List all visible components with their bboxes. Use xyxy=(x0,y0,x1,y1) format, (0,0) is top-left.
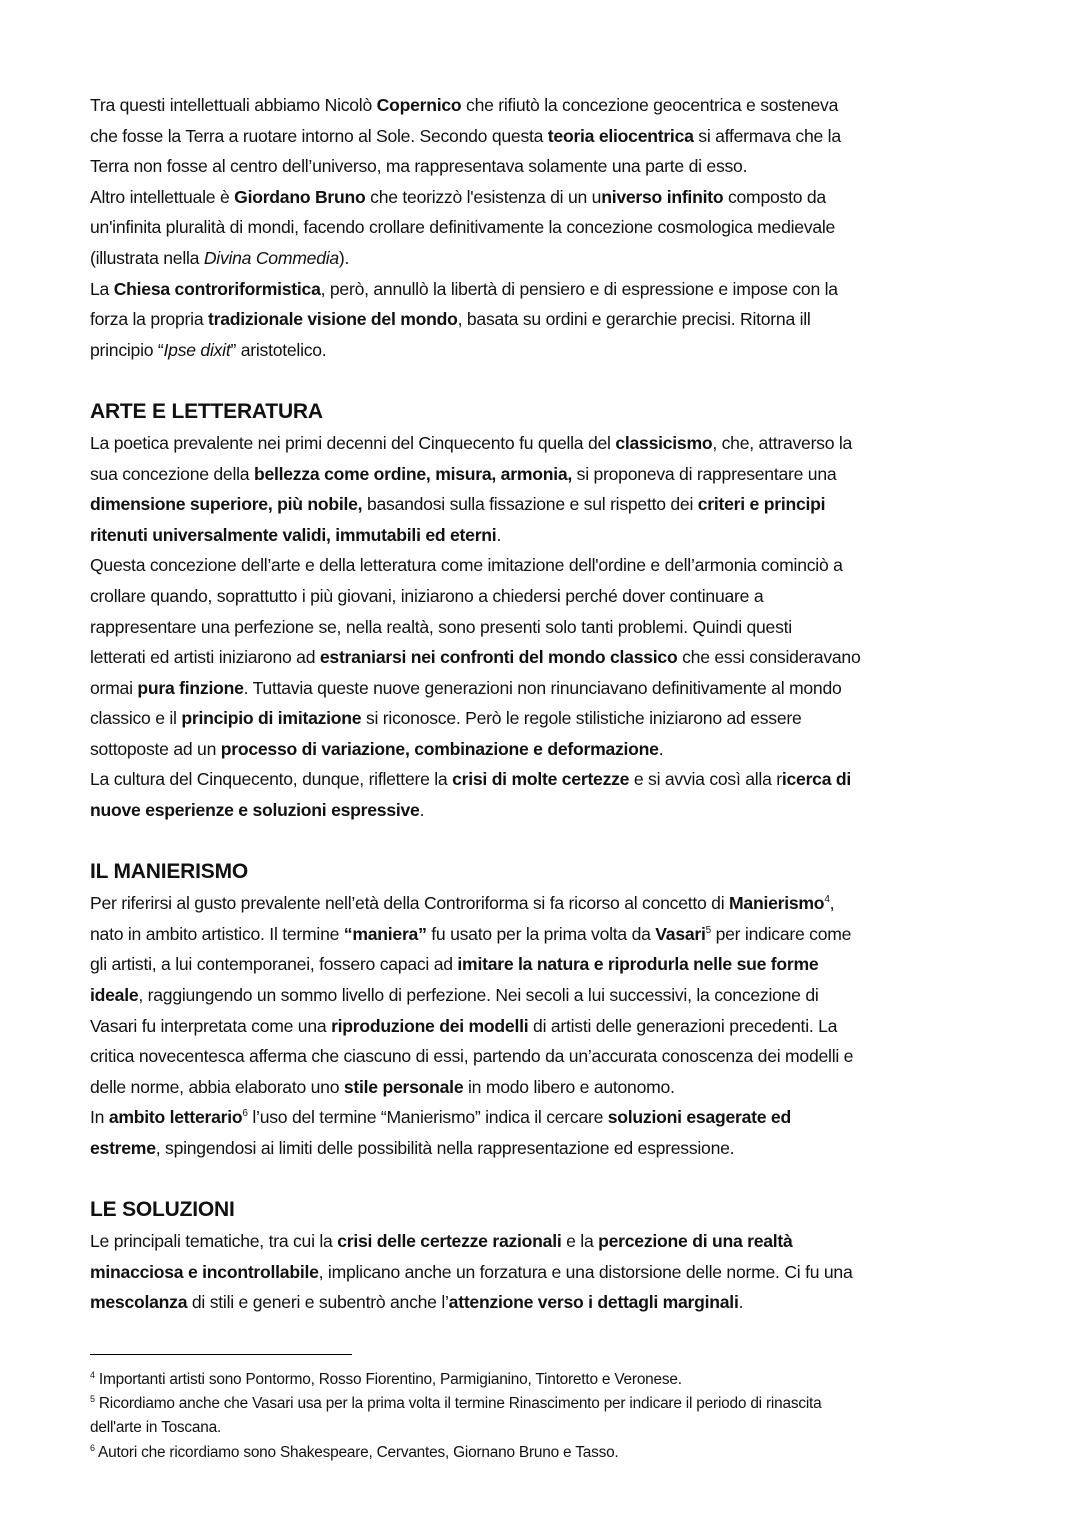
text-run: di stili e generi e subentrò anche l’ xyxy=(187,1292,449,1313)
text-line xyxy=(90,1257,990,1288)
text-run: Tra questi intellettuali abbiamo Nicolò xyxy=(90,95,377,115)
footnote xyxy=(90,1416,990,1440)
text-run: crollare quando, soprattutto i più giovani, iniziarono a chiedersi perché dover continuare a xyxy=(90,585,764,606)
text-run: che essi consideravano xyxy=(677,647,861,668)
text-run: fu usato per la prima volta da xyxy=(426,923,656,944)
bold-text: tradizionale visione del mondo xyxy=(208,309,458,330)
text-run: ” aristotelico. xyxy=(230,339,327,360)
section-heading xyxy=(90,396,990,428)
text-line xyxy=(90,888,990,919)
text-line xyxy=(90,642,990,673)
bold-text: attenzione verso i dettagli marginali xyxy=(448,1292,739,1313)
text-line xyxy=(90,919,990,950)
text-line xyxy=(90,1133,990,1164)
text-run: di artisti delle generazioni precedenti. La xyxy=(528,1015,838,1036)
text-run: Terra non fosse al centro dell’universo, ma rappresentava solamente una parte di esso. xyxy=(90,156,748,177)
text-line xyxy=(90,212,990,243)
text-run: . xyxy=(738,1292,744,1313)
text-run: classico e il xyxy=(90,708,182,729)
bold-text: “maniera” xyxy=(343,923,427,944)
text-line xyxy=(90,1226,990,1257)
text-run xyxy=(90,1169,95,1189)
bold-text: estreme xyxy=(90,1138,156,1158)
text-line xyxy=(90,365,990,396)
footnote-ref: 4 xyxy=(824,894,830,906)
bold-text: riproduzione dei modelli xyxy=(331,1015,529,1036)
section-heading xyxy=(90,856,990,888)
bold-text: niverso infinito xyxy=(601,186,724,207)
text-run: LE SOLUZIONI xyxy=(90,1198,235,1222)
text-run: ). xyxy=(338,247,350,268)
footnote xyxy=(90,1441,990,1465)
text-run: , basata su ordini e gerarchie precisi. Ritorna ill xyxy=(457,309,811,330)
text-line xyxy=(90,949,990,980)
italic-text: Ipse dixit xyxy=(163,339,231,360)
text-line xyxy=(90,734,990,765)
text-line xyxy=(90,703,990,734)
bold-text: Vasari xyxy=(655,923,706,944)
text-line xyxy=(90,1011,990,1042)
text-line xyxy=(90,489,990,520)
footnote-ref: 5 xyxy=(90,1394,95,1405)
text-run: , raggiungendo un sommo livello di perfezione. Nei secoli a lui successivi, la concezione di xyxy=(138,985,819,1006)
bold-text: dimensione superiore, più nobile, xyxy=(90,494,363,515)
text-run: La cultura del Cinquecento, dunque, riflettere la xyxy=(90,769,453,790)
text-line xyxy=(90,121,990,152)
footnote-ref: 5 xyxy=(705,924,711,936)
text-run: dell'arte in Toscana. xyxy=(90,1419,222,1437)
text-line xyxy=(90,764,990,795)
text-line xyxy=(90,550,990,581)
text-run: forza la propria xyxy=(90,309,208,330)
text-line xyxy=(90,1041,990,1072)
bold-text: Manierismo xyxy=(729,893,825,914)
text-run: sottoposte ad un xyxy=(90,738,221,759)
bold-text: percezione di una realtà xyxy=(598,1231,793,1252)
text-run: composto da xyxy=(723,186,826,207)
text-run: . xyxy=(419,800,425,821)
footnote xyxy=(90,1392,990,1416)
footnote-ref: 6 xyxy=(242,1108,248,1120)
bold-text: principio di imitazione xyxy=(181,708,362,729)
footnote-separator xyxy=(90,1354,352,1355)
bold-text: bellezza come ordine, misura, armonia, xyxy=(253,463,573,484)
section-heading xyxy=(90,1194,990,1226)
footnotes xyxy=(90,1368,990,1465)
text-run: si riconosce. Però le regole stilistiche iniziarono ad essere xyxy=(361,708,802,729)
bold-text: stile personale xyxy=(343,1076,464,1097)
text-line xyxy=(90,428,990,459)
bold-text: nuove esperienze e soluzioni espressive xyxy=(90,800,420,821)
text-line xyxy=(90,1287,990,1318)
text-run: che rifiutò la concezione geocentrica e sosteneva xyxy=(461,95,839,115)
bold-text: ideale xyxy=(90,985,139,1006)
text-line xyxy=(90,90,990,121)
text-run: l’uso del termine “Manierismo” indica il cercare xyxy=(247,1107,608,1128)
bold-text: estraniarsi nei confronti del mondo classico xyxy=(319,647,678,668)
text-line xyxy=(90,151,990,182)
footnote xyxy=(90,1368,990,1392)
bold-text: minacciosa e incontrollabile xyxy=(90,1261,319,1282)
text-run: Altro intellettuale è xyxy=(90,186,235,207)
text-run: , implicano anche un forzatura e una distorsione delle norme. Ci fu una xyxy=(318,1261,853,1282)
text-run: gli artisti, a lui contemporanei, fossero capaci ad xyxy=(90,954,458,975)
text-run: Per riferirsi al gusto prevalente nell’età della Controriforma si fa ricorso al concetto di xyxy=(90,893,730,914)
text-line xyxy=(90,980,990,1011)
text-run: ARTE E LETTERATURA xyxy=(90,399,323,423)
text-run: IL MANIERISMO xyxy=(90,860,249,884)
text-run: La poetica prevalente nei primi decenni del Cinquecento fu quella del xyxy=(90,432,616,453)
text-run xyxy=(90,370,95,390)
text-run: , però, annullò la libertà di pensiero e di espressione e impose con la xyxy=(320,278,838,299)
document-body xyxy=(90,90,990,1318)
bold-text: crisi di molte certezze xyxy=(452,769,630,790)
text-run: , che, attraverso la xyxy=(712,432,853,453)
text-run: che teorizzò l'esistenza di un u xyxy=(365,186,602,207)
text-run: In xyxy=(90,1107,109,1128)
text-run: si proponeva di rappresentare una xyxy=(572,463,837,484)
text-run: nato in ambito artistico. Il termine xyxy=(90,923,344,944)
text-line xyxy=(90,1164,990,1195)
text-line xyxy=(90,826,990,857)
text-run: sua concezione della xyxy=(90,463,254,484)
text-run xyxy=(90,831,95,851)
text-run: e si avvia così alla r xyxy=(629,769,782,790)
bold-text: classicismo xyxy=(615,432,713,453)
text-run: in modo libero e autonomo. xyxy=(463,1076,675,1097)
text-run: La xyxy=(90,278,114,299)
footnote-ref: 6 xyxy=(90,1442,95,1453)
text-run: si affermava che la xyxy=(693,125,841,146)
bold-text: Copernico xyxy=(376,95,462,115)
text-run: basandosi sulla fissazione e sul rispetto dei xyxy=(362,494,698,515)
text-line xyxy=(90,459,990,490)
text-line xyxy=(90,520,990,551)
text-line xyxy=(90,182,990,213)
text-run: Vasari fu interpretata come una xyxy=(90,1015,332,1036)
bold-text: soluzioni esagerate ed xyxy=(607,1107,791,1128)
text-run: , spingendosi ai limiti delle possibilità nella rappresentazione ed espressione. xyxy=(155,1138,735,1158)
bold-text: Chiesa controriformistica xyxy=(113,278,321,299)
bold-text: ambito letterario xyxy=(108,1107,243,1128)
bold-text: teoria eliocentrica xyxy=(547,125,694,146)
text-run: letterati ed artisti iniziarono ad xyxy=(90,647,320,668)
bold-text: pura finzione xyxy=(137,677,244,698)
text-run: . Tuttavia queste nuove generazioni non rinunciavano definitivamente al mondo xyxy=(243,677,842,698)
italic-text: Divina Commedia xyxy=(203,247,339,268)
text-run: per indicare come xyxy=(710,923,852,944)
text-line xyxy=(90,1072,990,1103)
text-run: Questa concezione dell’arte e della letteratura come imitazione dell'ordine e dell’armonia cominciò a xyxy=(90,555,843,576)
text-line xyxy=(90,673,990,704)
text-line xyxy=(90,795,990,826)
footnote-ref: 4 xyxy=(90,1370,95,1380)
bold-text: ritenuti universalmente validi, immutabili ed eterni xyxy=(90,524,497,545)
text-run: , xyxy=(829,893,835,914)
text-run: . xyxy=(496,524,502,545)
text-run: un'infinita pluralità di mondi, facendo crollare definitivamente la concezione cosmologica medievale xyxy=(90,217,836,238)
bold-text: criteri e principi xyxy=(697,494,826,515)
text-run: rappresentare una perfezione se, nella realtà, sono presenti solo tanti problemi. Quindi questi xyxy=(90,616,792,637)
text-run: delle norme, abbia elaborato uno xyxy=(90,1076,344,1097)
text-run: critica novecentesca afferma che ciascuno di essi, partendo da un’accurata conoscenza dei modelli e xyxy=(90,1046,854,1067)
bold-text: icerca di xyxy=(781,769,852,790)
bold-text: crisi delle certezze razionali xyxy=(337,1231,562,1252)
text-line xyxy=(90,612,990,643)
text-line xyxy=(90,1102,990,1133)
text-line xyxy=(90,335,990,366)
text-run: Importanti artisti sono Pontormo, Rosso Fiorentino, Parmigianino, Tintoretto e Veronese. xyxy=(94,1371,682,1388)
text-line xyxy=(90,304,990,335)
text-run: Le principali tematiche, tra cui la xyxy=(90,1231,338,1252)
text-run: principio “ xyxy=(90,339,164,360)
text-run: Autori che ricordiamo sono Shakespeare, Cervantes, Giornano Bruno e Tasso. xyxy=(94,1443,619,1461)
bold-text: mescolanza xyxy=(90,1292,188,1313)
text-run: che fosse la Terra a ruotare intorno al Sole. Secondo questa xyxy=(90,125,548,146)
text-run: ormai xyxy=(90,677,138,698)
text-line xyxy=(90,243,990,274)
text-run: Ricordiamo anche che Vasari usa per la prima volta il termine Rinascimento per indicare il periodo di rinascita xyxy=(94,1395,822,1413)
text-run: (illustrata nella xyxy=(90,247,204,268)
text-run: . xyxy=(658,738,664,759)
text-run: e la xyxy=(561,1231,599,1252)
text-line xyxy=(90,581,990,612)
bold-text: imitare la natura e riprodurla nelle sue forme xyxy=(457,954,819,975)
bold-text: processo di variazione, combinazione e deformazione xyxy=(220,738,659,759)
bold-text: Giordano Bruno xyxy=(234,186,366,207)
text-line xyxy=(90,274,990,305)
